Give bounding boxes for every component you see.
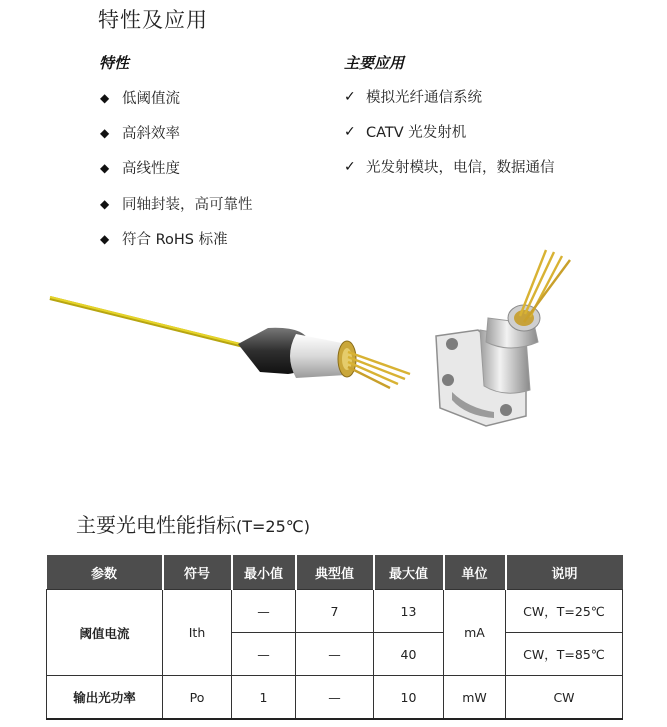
- application-label: CATV 光发射机: [366, 125, 467, 141]
- diamond-bullet-icon: ◆: [100, 196, 110, 211]
- header-note: 说明: [506, 555, 623, 590]
- param-symbol: Po: [163, 676, 232, 720]
- application-item: [344, 156, 555, 177]
- max-value: 13: [374, 590, 444, 633]
- applications-heading: 主要应用: [344, 54, 405, 72]
- feature-label: 低阈值流: [122, 91, 180, 107]
- table-header-row: [47, 555, 623, 590]
- diamond-bullet-icon: ◆: [100, 231, 110, 246]
- param-name: 阈值电流: [47, 590, 163, 676]
- features-heading: 特性: [99, 54, 130, 72]
- max-value: 10: [374, 676, 444, 720]
- typ-value: 7: [296, 590, 374, 633]
- param-symbol: Ith: [163, 590, 232, 676]
- feature-item: [100, 122, 180, 143]
- header-min: 最小值: [232, 555, 296, 590]
- check-icon: ✓: [344, 88, 356, 105]
- flange-laser-image: [436, 250, 570, 426]
- check-icon: ✓: [344, 158, 356, 175]
- unit-value: mW: [444, 676, 506, 720]
- header-param: 参数: [47, 555, 163, 590]
- header-max: 最大值: [374, 555, 444, 590]
- feature-item: [100, 193, 253, 214]
- unit-value: mA: [444, 590, 506, 676]
- min-value: 1: [232, 676, 296, 720]
- note-value: CW，T=25℃: [506, 590, 623, 633]
- min-value: —: [232, 633, 296, 676]
- spec-condition: (T=25℃): [236, 517, 310, 536]
- feature-label: 符合 RoHS 标准: [122, 232, 228, 248]
- application-item: [344, 86, 482, 107]
- application-label: 模拟光纤通信系统: [366, 90, 482, 106]
- table-row: [47, 676, 623, 720]
- diamond-bullet-icon: ◆: [100, 90, 110, 105]
- header-unit: 单位: [444, 555, 506, 590]
- application-label: 光发射模块，电信，数据通信: [366, 160, 555, 176]
- typ-value: —: [296, 676, 374, 720]
- diamond-bullet-icon: ◆: [100, 160, 110, 175]
- feature-label: 高斜效率: [122, 126, 180, 142]
- header-typ: 典型值: [296, 555, 374, 590]
- feature-label: 同轴封装，高可靠性: [122, 197, 253, 213]
- page-title: 特性及应用: [98, 8, 208, 32]
- feature-item: [100, 157, 180, 178]
- typ-value: —: [296, 633, 374, 676]
- spec-title-text: 主要光电性能指标: [76, 513, 236, 537]
- note-value: CW，T=85℃: [506, 633, 623, 676]
- param-name: 输出光功率: [47, 676, 163, 720]
- table-row: [47, 590, 623, 633]
- feature-item: [100, 87, 180, 108]
- min-value: —: [232, 590, 296, 633]
- spec-title: [76, 509, 310, 538]
- diamond-bullet-icon: ◆: [100, 125, 110, 140]
- check-icon: ✓: [344, 123, 356, 140]
- max-value: 40: [374, 633, 444, 676]
- product-illustration: [0, 240, 667, 450]
- note-value: CW: [506, 676, 623, 720]
- header-symbol: 符号: [163, 555, 232, 590]
- spec-table: [46, 555, 623, 720]
- pigtail-laser-image: [50, 297, 410, 388]
- application-item: [344, 121, 466, 142]
- feature-label: 高线性度: [122, 161, 180, 177]
